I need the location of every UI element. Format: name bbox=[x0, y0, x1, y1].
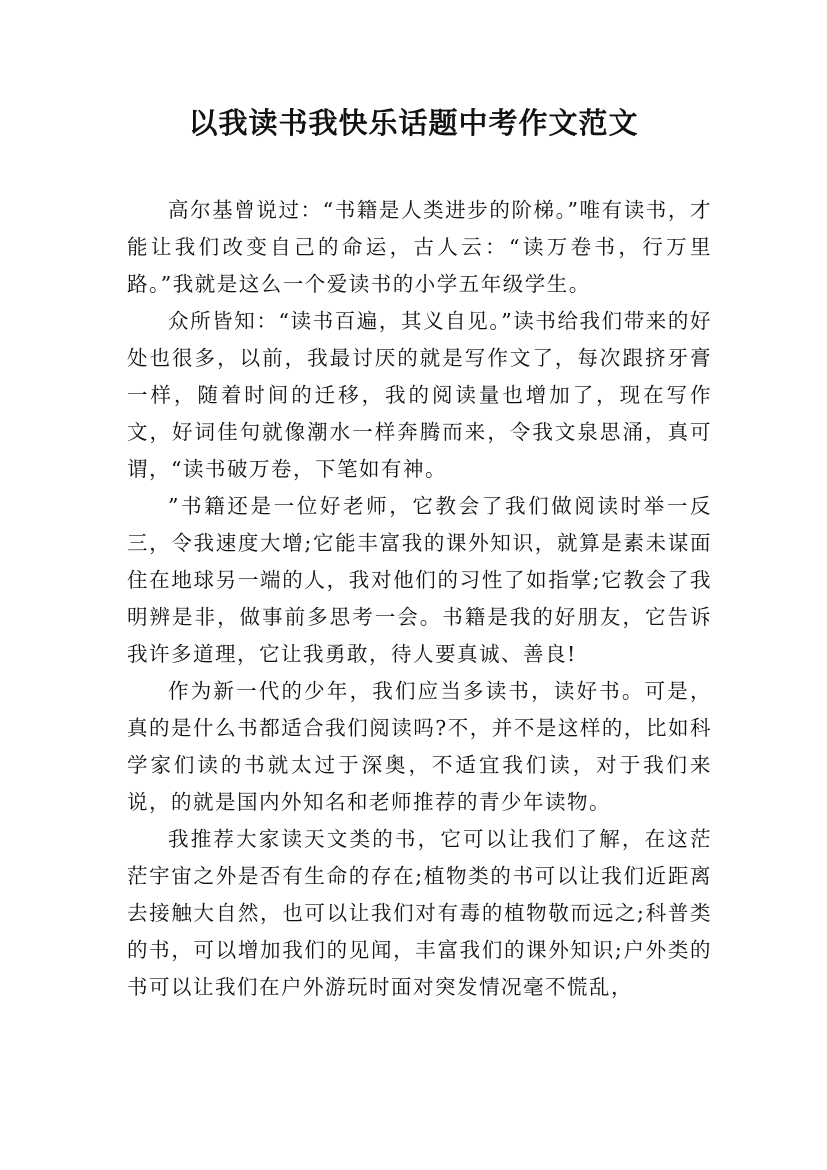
paragraph-3: ”书籍还是一位好老师，它教会了我们做阅读时举一反三，令我速度大增;它能丰富我的课外知识，就算是素未谋面住在地球另一端的人，我对他们的习性了如指掌;它教会了我明辨是非，做事前多思考一会。书籍是我的好朋友，它告诉我许多道理，它让我勇敢，待人要真诚、善良! bbox=[127, 494, 712, 666]
paragraph-5: 我推荐大家读天文类的书，它可以让我们了解，在这茫茫宇宙之外是否有生命的存在;植物类的书可以让我们近距离去接触大自然，也可以让我们对有毒的植物敬而远之;科普类的书，可以增加我们的见闻，丰富我们的课外知识;户外类的书可以让我们在户外游玩时面对突发情况毫不慌乱， bbox=[127, 827, 712, 999]
document-title: 以我读书我快乐话题中考作文范文 bbox=[188, 106, 639, 140]
document-body bbox=[127, 192, 712, 1006]
paragraph-1: 高尔基曾说过：“书籍是人类进步的阶梯。”唯有读书，才能让我们改变自己的命运，古人云：“读万卷书，行万里路。”我就是这么一个爱读书的小学五年级学生。 bbox=[127, 198, 712, 296]
paragraph-4: 作为新一代的少年，我们应当多读书，读好书。可是，真的是什么书都适合我们阅读吗?不，并不是这样的，比如科学家们读的书就太过于深奥，不适宜我们读，对于我们来说，的就是国内外知名和老师推荐的青少年读物。 bbox=[127, 679, 712, 814]
paragraph-2: 众所皆知：“读书百遍，其义自见。”读书给我们带来的好处也很多，以前，我最讨厌的就是写作文了，每次跟挤牙膏一样，随着时间的迁移，我的阅读量也增加了，现在写作文，好词佳句就像潮水一样奔腾而来，令我文泉思涌，真可谓，“读书破万卷，下笔如有神。 bbox=[127, 309, 712, 481]
